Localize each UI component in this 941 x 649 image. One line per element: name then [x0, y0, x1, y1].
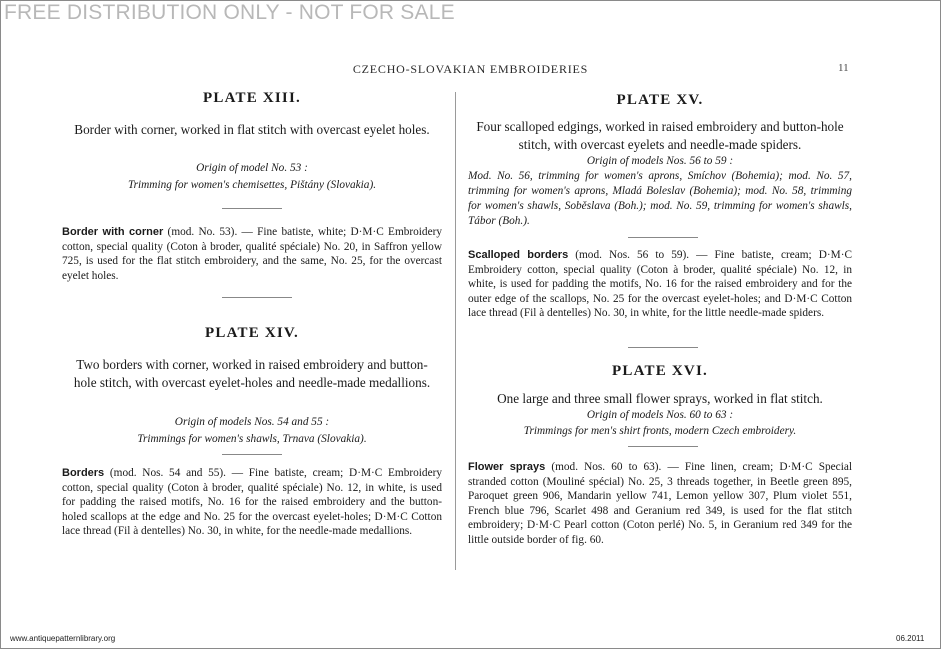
plate-xvi-body-text: (mod. Nos. 60 to 63). — Fine linen, cream; D·M·C Special stranded cotton (Mouliné spécial) No. 25, 3 threads together, in Beetle green 895, Paroquet green 906, Mandarin yellow 741, Lemon yellow 307, Plum violet 551, French blue 796, Scarlet 498 and Geranium red 349, is used for the flat stitch embroidery; D·M·C Pearl cotton (Coton perlé) No. 5, in Geranium red 349 for the little outside border of fig. 60.: [468, 461, 852, 546]
distribution-banner: FREE DISTRIBUTION ONLY - NOT FOR SALE: [4, 1, 455, 24]
separator-rule: [222, 297, 292, 298]
plate-xvi-origin: Origin of models Nos. 60 to 63 :: [586, 409, 734, 421]
plate-xvi-origin-detail: Trimmings for men's shirt fronts, modern Czech embroidery.: [523, 425, 797, 437]
plate-xiv-title: PLATE XIV.: [205, 325, 299, 341]
separator-rule: [628, 347, 698, 348]
plate-xiii-title: PLATE XIII.: [203, 90, 301, 106]
page-number: 11: [838, 62, 849, 74]
plate-xiii-description: Border with corner, worked in flat stitch with overcast eyelet holes.: [74, 122, 430, 137]
separator-rule: [628, 446, 698, 447]
footer-date: 06.2011: [896, 634, 925, 643]
column-divider: [455, 92, 456, 570]
plate-xiv-description: Two borders with corner, worked in raised embroidery and button-hole stitch, with overcast eyelet-holes and needle-made medallions.: [73, 357, 431, 390]
plate-xiii-body-lead: Border with corner: [62, 226, 164, 238]
plate-xvi-body-lead: Flower sprays: [468, 461, 546, 473]
plate-xvi-body: [468, 460, 852, 548]
separator-rule: [222, 454, 282, 455]
plate-xv-body-text: (mod. Nos. 56 to 59). — Fine batiste, cream; D·M·C Embroidery cotton, special quality (Coton à broder, qualité spéciale) No. 12, in white, is used for padding the motifs, No. 16 for the raised embroidery and for the outer edge of the scallops, No. 25 for the overcast eyelet-holes; and D·M·C Cotton lace thread (Fil à dentelles) No. 30, in white, for the little needle-made spiders.: [468, 249, 852, 320]
separator-rule: [628, 237, 698, 238]
plate-xiv-origin-detail: Trimmings for women's shawls, Trnava (Slovakia).: [137, 433, 367, 445]
plate-xv-body: [468, 248, 852, 321]
plate-xvi-description: One large and three small flower sprays, worked in flat stitch.: [497, 391, 823, 406]
running-head: CZECHO-SLOVAKIAN EMBROIDERIES: [352, 62, 589, 76]
plate-xv-origin-detail: Mod. No. 56, trimming for women's aprons, Smíchov (Bohemia); mod. No. 57, trimming for women's aprons, Mladá Boleslav (Bohemia); mod. No. 58, trimming for women's shawls, Soběslava (Boh.); mod. No. 59, trimming for women's shawls, Tábor (Boh.).: [468, 170, 852, 227]
footer-url[interactable]: www.antiquepatternlibrary.org: [10, 634, 116, 643]
plate-xv-description: Four scalloped edgings, worked in raised embroidery and button-hole stitch, with overcast eyelets and needle-made spiders.: [476, 119, 844, 152]
plate-xiii-body: [62, 225, 442, 283]
plate-xiv-origin: Origin of models Nos. 54 and 55 :: [174, 416, 330, 428]
separator-rule: [222, 208, 282, 209]
plate-xiv-body: [62, 466, 442, 539]
plate-xv-body-lead: Scalloped borders: [468, 249, 569, 261]
plate-xv-title: PLATE XV.: [616, 92, 704, 108]
plate-xiii-origin-detail: Trimming for women's chemisettes, Pištány (Slovakia).: [127, 179, 377, 191]
plate-xiii-origin: Origin of model No. 53 :: [196, 162, 308, 174]
plate-xv-origin: Origin of models Nos. 56 to 59 :: [586, 155, 734, 167]
plate-xiii-body-text: (mod. No. 53). — Fine batiste, white; D·M·C Embroidery cotton, special quality (Coton à broder, qualité spéciale) No. 20, in Saffron yellow 725, is used for the flat stitch embroidery, and the same, No. 25, for the overcast eyelet holes.: [62, 226, 442, 282]
plate-xiv-body-lead: Borders: [62, 467, 105, 479]
plate-xvi-title: PLATE XVI.: [612, 363, 708, 379]
plate-xiv-body-text: (mod. Nos. 54 and 55). — Fine batiste, cream; D·M·C Embroidery cotton, special quality (Coton à broder, qualité spéciale) No. 12, in white, is used for padding the raised motifs, No. 16 for the raised embroidery and the button-holed scallops at the edge and No. 25 for the overcast eyelet-holes; D·M·C Cotton lace thread (Fil à dentelles) No. 30, in white, for the needle-made medallions.: [62, 467, 442, 538]
